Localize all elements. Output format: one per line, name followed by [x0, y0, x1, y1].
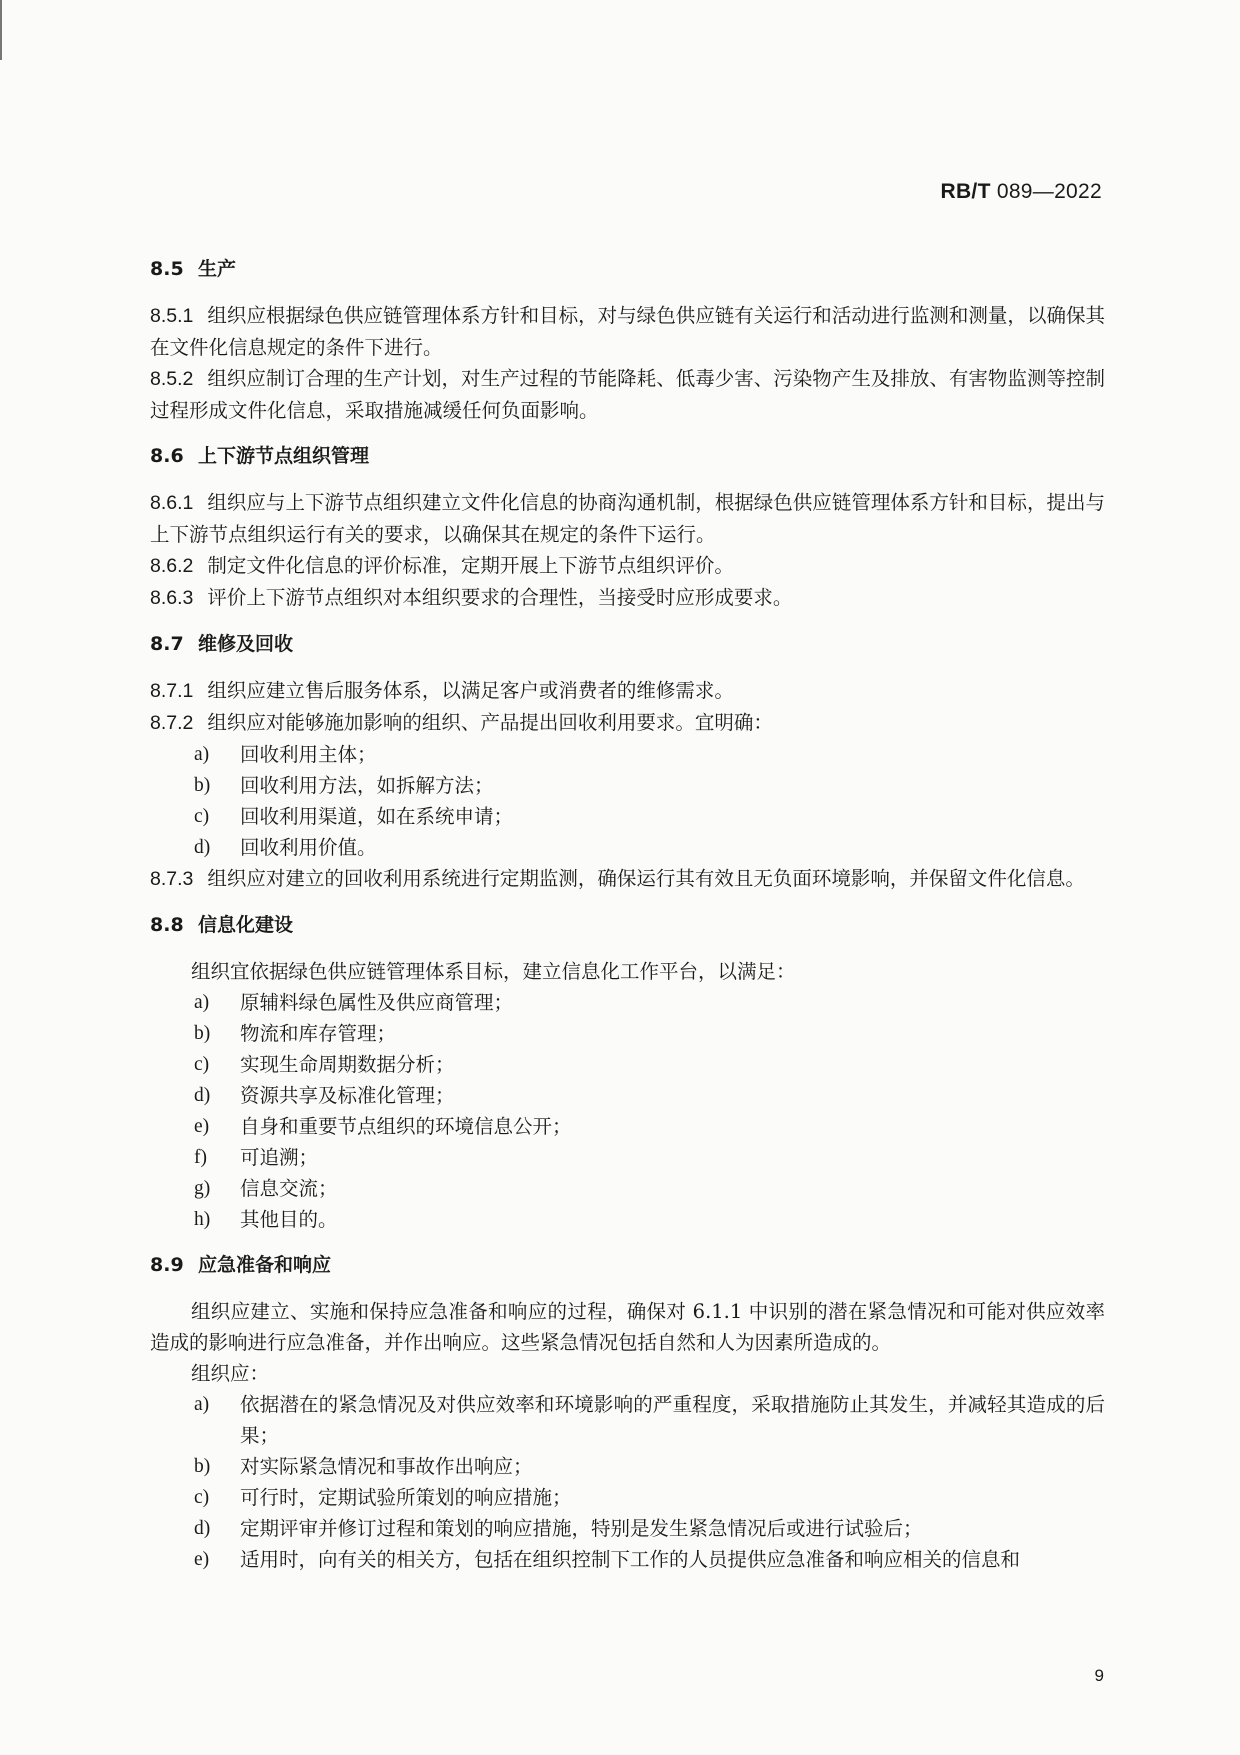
list-label: a)	[194, 744, 210, 765]
clause-8-5-1	[150, 300, 1105, 363]
list-item	[194, 832, 1105, 863]
list-label: c)	[194, 806, 210, 827]
list-label: h)	[194, 1209, 211, 1230]
clause-8-5-2	[150, 363, 1105, 426]
list-text: 回收利用主体；	[240, 743, 377, 766]
list-text: 回收利用价值。	[240, 836, 377, 859]
clause-8-7-1	[150, 675, 1105, 707]
list-label: f)	[194, 1147, 207, 1168]
list-item	[194, 739, 1105, 770]
list-item	[194, 1173, 1105, 1204]
section-title: 上下游节点组织管理	[198, 445, 370, 467]
clause-number: 8.6.3	[150, 587, 194, 609]
standard-number: 089—2022	[996, 180, 1102, 203]
list-label: b)	[194, 1456, 211, 1477]
list-text: 可追溯；	[240, 1146, 319, 1169]
section-intro: 组织宜依据绿色供应链管理体系目标，建立信息化工作平台，以满足：	[191, 960, 796, 983]
clause-8-7-3	[150, 863, 1105, 895]
list-item	[194, 1080, 1105, 1111]
section-title: 生产	[198, 258, 237, 280]
list-text: 实现生命周期数据分析；	[240, 1053, 455, 1076]
list-label: d)	[194, 1518, 211, 1539]
clause-text: 组织应根据绿色供应链管理体系方针和目标，对与绿色供应链有关运行和活动进行监测和测量，以确保其在文件化信息规定的条件下进行。	[150, 304, 1105, 359]
clause-text: 组织应建立售后服务体系，以满足客户或消费者的维修需求。	[207, 679, 734, 702]
list-item	[194, 1482, 1105, 1513]
list-item	[194, 770, 1105, 801]
list-text: 可行时，定期试验所策划的响应措施；	[240, 1486, 572, 1509]
list-label: e)	[194, 1549, 210, 1570]
section-heading-8-9	[150, 1250, 1105, 1281]
clause-number: 8.5.2	[150, 368, 194, 390]
list-label: d)	[194, 837, 211, 858]
section-number: 8.7	[150, 633, 184, 655]
list-label: c)	[194, 1054, 210, 1075]
list-text: 回收利用方法，如拆解方法；	[240, 774, 494, 797]
clause-8-7-2	[150, 707, 1105, 739]
section-intro: 组织应建立、实施和保持应急准备和响应的过程，确保对 6.1.1 中识别的潜在紧急情况和可能对供应效率造成的影响进行应急准备，并作出响应。这些紧急情况包括自然和人为因素所造成的。	[150, 1300, 1105, 1354]
clause-number: 8.5.1	[150, 305, 194, 327]
list-item	[194, 1451, 1105, 1482]
list-text: 定期评审并修订过程和策划的响应措施，特别是发生紧急情况后或进行试验后；	[240, 1517, 923, 1540]
clause-number: 8.6.2	[150, 555, 194, 577]
clause-number: 8.7.1	[150, 680, 194, 702]
list-text: 回收利用渠道，如在系统申请；	[240, 805, 514, 828]
list-item	[194, 801, 1105, 832]
list-text: 依据潜在的紧急情况及对供应效率和环境影响的严重程度，采取措施防止其发生，并减轻其造成的后果；	[240, 1393, 1105, 1447]
section-heading-8-5	[150, 254, 1105, 285]
list-label: b)	[194, 775, 211, 796]
section-intro-2: 组织应：	[191, 1362, 270, 1385]
section-heading-8-8	[150, 910, 1105, 941]
list-label: g)	[194, 1178, 211, 1199]
clause-8-6-1	[150, 487, 1105, 550]
list-text: 自身和重要节点组织的环境信息公开；	[240, 1115, 572, 1138]
list-label: e)	[194, 1116, 210, 1137]
list-text: 信息交流；	[240, 1177, 338, 1200]
clause-text: 组织应对建立的回收利用系统进行定期监测，确保运行其有效且无负面环境影响，并保留文件化信息。	[207, 867, 1085, 890]
clause-text: 组织应与上下游节点组织建立文件化信息的协商沟通机制，根据绿色供应链管理体系方针和目标，提出与上下游节点组织运行有关的要求，以确保其在规定的条件下运行。	[150, 491, 1105, 546]
list-item	[194, 1513, 1105, 1544]
list-label: b)	[194, 1023, 211, 1044]
list-text: 其他目的。	[240, 1208, 338, 1231]
list-text: 资源共享及标准化管理；	[240, 1084, 455, 1107]
clause-8-6-3	[150, 582, 1105, 614]
page-number: 9	[1094, 1666, 1104, 1685]
section-number: 8.8	[150, 914, 184, 936]
section-title: 应急准备和响应	[198, 1254, 332, 1276]
list-label: c)	[194, 1487, 210, 1508]
clause-8-6-2	[150, 550, 1105, 582]
section-heading-8-7	[150, 629, 1105, 660]
list-text: 对实际紧急情况和事故作出响应；	[240, 1455, 533, 1478]
standard-prefix: RB/T	[940, 180, 991, 203]
list-item	[194, 1389, 1105, 1451]
list-item	[194, 1204, 1105, 1235]
list-item	[194, 1111, 1105, 1142]
list-text: 适用时，向有关的相关方，包括在组织控制下工作的人员提供应急准备和响应相关的信息和	[240, 1548, 1021, 1571]
clause-text: 评价上下游节点组织对本组织要求的合理性，当接受时应形成要求。	[207, 586, 793, 609]
list-item	[194, 987, 1105, 1018]
section-number: 8.5	[150, 258, 184, 280]
clause-text: 制定文件化信息的评价标准，定期开展上下游节点组织评价。	[207, 554, 734, 577]
clause-text: 组织应对能够施加影响的组织、产品提出回收利用要求。宜明确：	[207, 711, 773, 734]
section-title: 维修及回收	[198, 633, 294, 655]
section-number: 8.6	[150, 445, 184, 467]
standard-code	[941, 180, 1103, 204]
list-item	[194, 1142, 1105, 1173]
list-item	[194, 1049, 1105, 1080]
list-label: a)	[194, 1394, 210, 1415]
clause-number: 8.7.3	[150, 868, 194, 890]
list-label: a)	[194, 992, 210, 1013]
list-item	[194, 1544, 1105, 1575]
list-label: d)	[194, 1085, 211, 1106]
clause-number: 8.7.2	[150, 712, 194, 734]
section-title: 信息化建设	[198, 914, 294, 936]
page-content	[150, 254, 1105, 1575]
list-text: 原辅料绿色属性及供应商管理；	[240, 991, 514, 1014]
clause-number: 8.6.1	[150, 492, 194, 514]
section-heading-8-6	[150, 441, 1105, 472]
binding-mark	[0, 0, 10, 60]
section-number: 8.9	[150, 1254, 184, 1276]
list-text: 物流和库存管理；	[240, 1022, 397, 1045]
clause-text: 组织应制订合理的生产计划，对生产过程的节能降耗、低毒少害、污染物产生及排放、有害物监测等控制过程形成文件化信息，采取措施减缓任何负面影响。	[150, 367, 1105, 422]
list-item	[194, 1018, 1105, 1049]
